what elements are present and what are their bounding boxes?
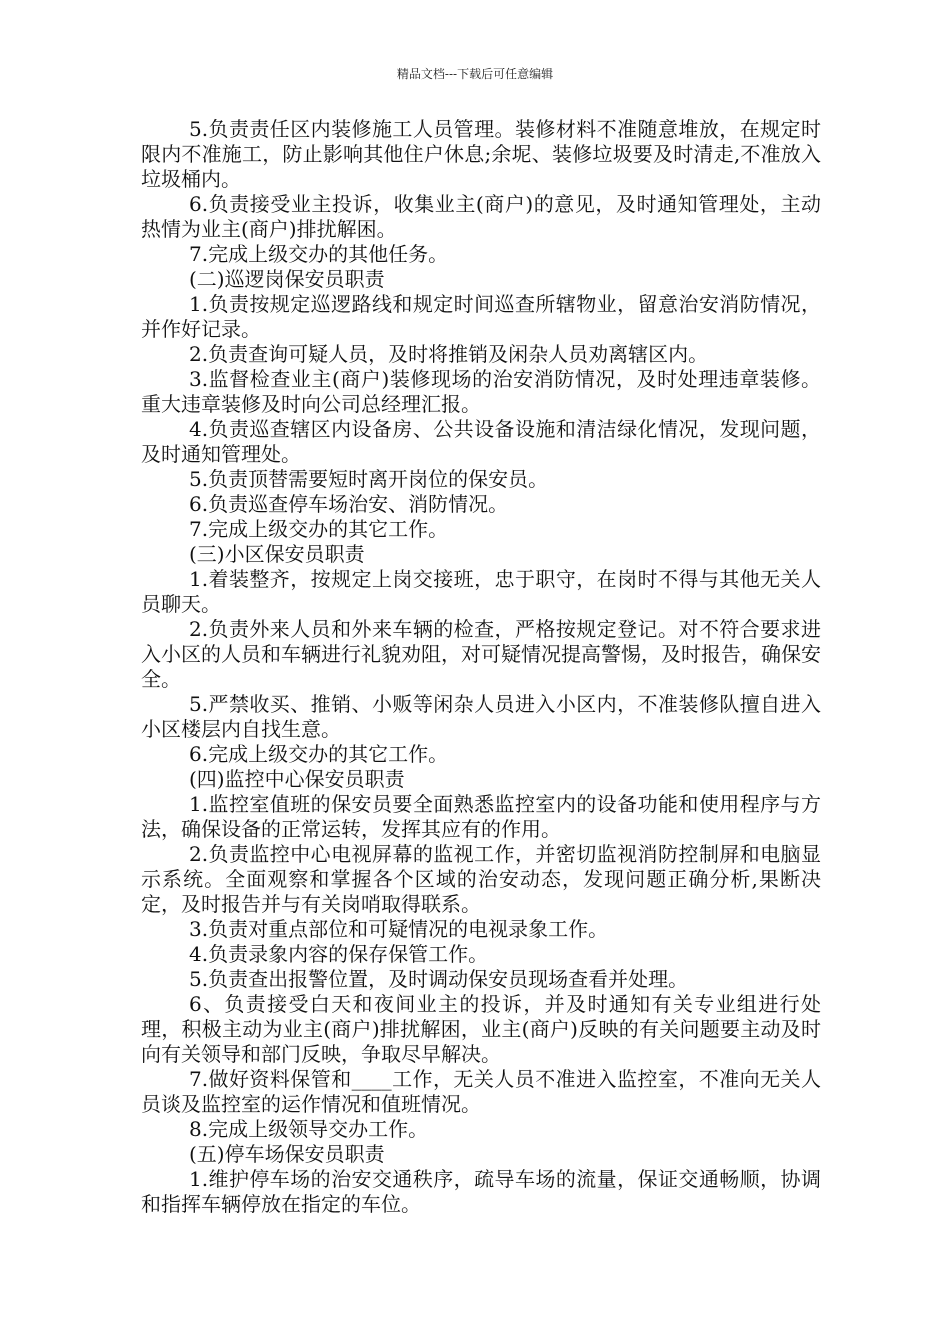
paragraph: 1.负责按规定巡逻路线和规定时间巡查所辖物业，留意治安消防情况，并作好记录。: [141, 292, 821, 341]
paragraph: 7.完成上级交办的其它工作。: [189, 517, 449, 541]
paragraph: 6、负责接受白天和夜间业主的投诉，并及时通知有关专业组进行处理，积极主动为业主(商户)排扰解困，业主(商户)反映的有关问题要主动及时向有关领导和部门反映，争取尽早解决。: [141, 992, 821, 1066]
paragraph: 2.负责外来人员和外来车辆的检查，严格按规定登记。对不符合要求进入小区的人员和车辆进行礼貌劝阻，对可疑情况提高警惕，及时报告，确保安全。: [141, 617, 821, 691]
paragraph: 4.负责巡查辖区内设备房、公共设备设施和清洁绿化情况，发现问题，及时通知管理处。: [141, 417, 821, 466]
paragraph: 5.负责顶替需要短时离开岗位的保安员。: [189, 467, 549, 491]
paragraph: 3.负责对重点部位和可疑情况的电视录象工作。: [189, 917, 609, 941]
paragraph: 3.监督检查业主(商户)装修现场的治安消防情况，及时处理违章装修。重大违章装修及时向公司总经理汇报。: [141, 367, 821, 416]
paragraph: 1.监控室值班的保安员要全面熟悉监控室内的设备功能和使用程序与方法，确保设备的正常运转，发挥其应有的作用。: [141, 792, 821, 841]
paragraph: 6.完成上级交办的其它工作。: [189, 742, 449, 766]
paragraph: 5.严禁收买、推销、小贩等闲杂人员进入小区内，不准装修队擅自进入小区楼层内自找生意。: [141, 692, 821, 741]
section-heading: (五)停车场保安员职责: [189, 1142, 385, 1166]
page-header: 精品文档---下载后可任意编辑: [396, 67, 554, 81]
paragraph: 4.负责录象内容的保存保管工作。: [189, 942, 489, 966]
paragraph: 2.负责查询可疑人员，及时将推销及闲杂人员劝离辖区内。: [189, 342, 709, 366]
section-heading: (二)巡逻岗保安员职责: [189, 267, 385, 291]
paragraph: 7.做好资料保管和____工作，无关人员不准进入监控室，不准向无关人员谈及监控室的运作情况和值班情况。: [141, 1067, 821, 1116]
document-body: [141, 117, 821, 1217]
section-heading: (三)小区保安员职责: [189, 542, 365, 566]
paragraph: 6.负责接受业主投诉，收集业主(商户)的意见，及时通知管理处，主动热情为业主(商户)排扰解困。: [141, 192, 821, 241]
paragraph: 1.着装整齐，按规定上岗交接班，忠于职守，在岗时不得与其他无关人员聊天。: [141, 567, 821, 616]
paragraph: 2.负责监控中心电视屏幕的监视工作，并密切监视消防控制屏和电脑显示系统。全面观察和掌握各个区域的治安动态，发现问题正确分析,果断决定，及时报告并与有关岗哨取得联系。: [141, 842, 821, 916]
paragraph: 6.负责巡查停车场治安、消防情况。: [189, 492, 509, 516]
paragraph: 1.维护停车场的治安交通秩序，疏导车场的流量，保证交通畅顺，协调和指挥车辆停放在指定的车位。: [141, 1167, 821, 1216]
paragraph: 7.完成上级交办的其他任务。: [189, 242, 449, 266]
paragraph: 5.负责责任区内装修施工人员管理。装修材料不准随意堆放，在规定时限内不准施工，防止影响其他住户休息;余坭、装修垃圾要及时清走,不准放入垃圾桶内。: [141, 117, 821, 191]
section-heading: (四)监控中心保安员职责: [189, 767, 405, 791]
paragraph: 8.完成上级领导交办工作。: [189, 1117, 429, 1141]
paragraph: 5.负责查出报警位置，及时调动保安员现场查看并处理。: [189, 967, 689, 991]
